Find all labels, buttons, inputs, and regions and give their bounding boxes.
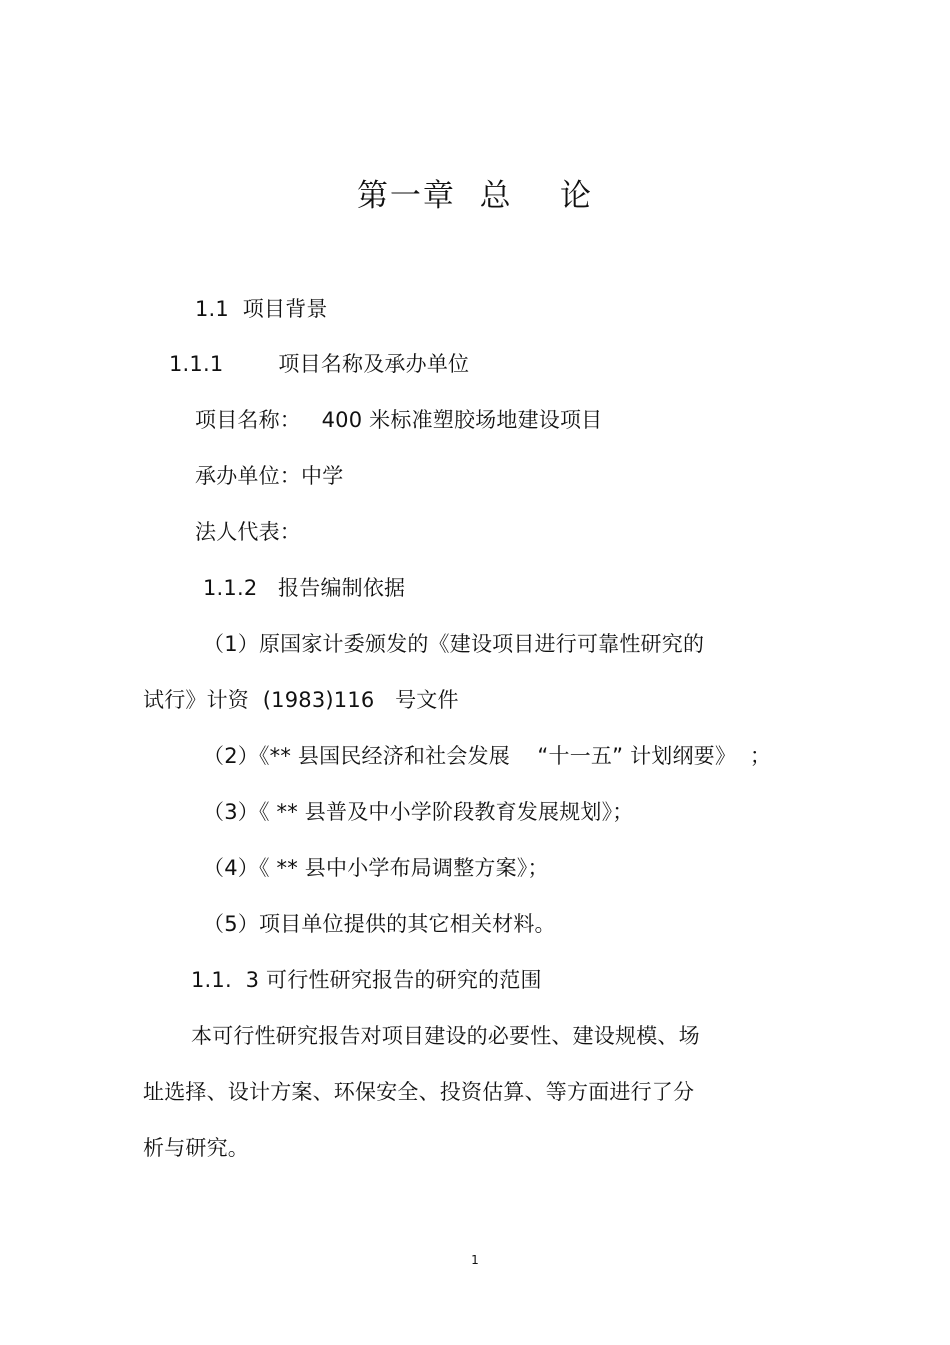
chapter-title: 第一章 总 论	[356, 178, 594, 214]
scope-paragraph-line-2: 址选择、设计方案、环保安全、投资估算、等方面进行了分	[143, 1080, 695, 1104]
project-name-line: 项目名称： 400 米标准塑胶场地建设项目	[195, 408, 603, 432]
basis-item-4: （4）《 ** 县中小学布局调整方案》；	[203, 856, 549, 880]
basis-item-2: （2）《** 县国民经济和社会发展 “十一五” 计划纲要》 ；	[203, 744, 772, 768]
basis-item-3: （3）《 ** 县普及中小学阶段教育发展规划》；	[203, 800, 634, 824]
section-heading-1-1: 1.1 项目背景	[195, 297, 328, 321]
scope-paragraph-line-3: 析与研究。	[143, 1136, 249, 1160]
organizer-line: 承办单位：中学	[195, 464, 344, 488]
legal-representative-line: 法人代表：	[195, 520, 301, 544]
basis-item-1-line-1: （1）原国家计委颁发的《建设项目进行可靠性研究的	[203, 632, 705, 656]
basis-item-1-line-2: 试行》计资 (1983)116 号文件	[143, 688, 459, 712]
subsection-heading-1-1-1: 1.1.1 项目名称及承办单位	[169, 352, 470, 376]
scope-paragraph-line-1: 本可行性研究报告对项目建设的必要性、建设规模、场	[191, 1024, 700, 1048]
page-number: 1	[471, 1253, 479, 1267]
subsection-heading-1-1-3: 1.1. 3 可行性研究报告的研究的范围	[191, 968, 542, 992]
basis-item-5: （5）项目单位提供的其它相关材料。	[203, 912, 556, 936]
subsection-heading-1-1-2: 1.1.2 报告编制依据	[203, 576, 406, 600]
